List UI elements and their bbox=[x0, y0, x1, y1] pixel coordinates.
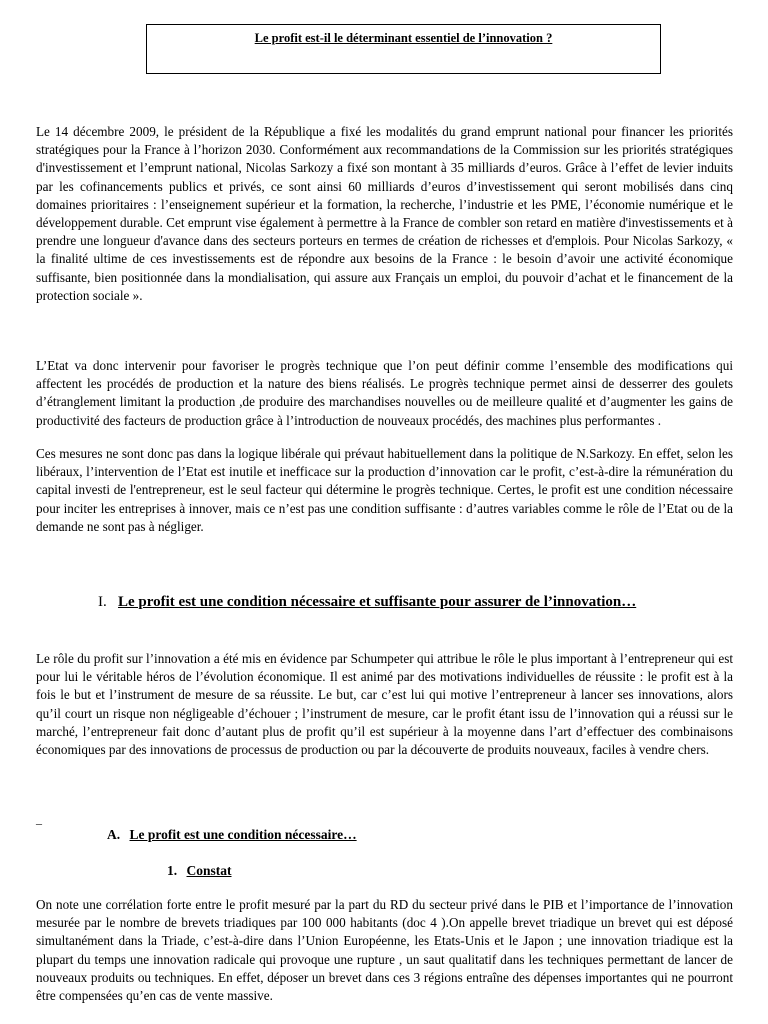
title-box bbox=[146, 24, 661, 74]
section-1a-title: Constat bbox=[186, 863, 232, 878]
paragraph-intro: Le 14 décembre 2009, le président de la République a fixé les modalités du grand emprunt national pour financer les priorités stratégiques pour la France à l’horizon 2030. Conformément aux recommandations de la Commission sur les priorités stratégiques d'investissement et l’emprunt national, Nicolas Sarkozy a fixé son montant à 35 milliards d’euros. Grâce à l’effet de levier induits par les cofinancements publics et privés, ce sont ainsi 60 milliards d’euros d’investissement qui seront mobilisés dans cinq domaines prioritaires : l’enseignement supérieur et la formation, la recherche, l’industrie et les PME, l’économie numérique et le développement durable. Cet emprunt vise également à permettre à la France de combler son retard en matière d'investissements et à prendre une longueur d'avance dans des secteurs porteurs en termes de création de richesses et d'emplois. Pour Nicolas Sarkozy, « la finalité ultime de ces investissements est de répondre aux besoins de la France : le besoin d’avoir une activité économique suffisante, bien positionnée dans la mondialisation, qui assure aux Français un emploi, du pouvoir d’achat et le financement de la protection sociale ». bbox=[36, 124, 733, 303]
section-1-number: I. bbox=[98, 594, 107, 610]
separator-dash: _ bbox=[36, 812, 42, 826]
section-1a-number: 1. bbox=[167, 863, 178, 878]
section-1-heading bbox=[98, 592, 658, 612]
paragraph-liberal: Ces mesures ne sont donc pas dans la logique libérale qui prévaut habituellement dans la politique de N.Sarkozy. En effet, selon les libéraux, l’intervention de l’Etat est inutile et inefficace sur la production d’innovation car le profit, c’est-à-dire la rémunération du capital investi de l'entrepreneur, est le seul facteur qui détermine le progrès technique. Certes, le profit est une condition nécessaire pour inciter les entreprises à innover, mais ce n’est pas une condition suffisante : d’autres variables comme le rôle de l’Etat ou de la demande ne sont pas à négliger. bbox=[36, 446, 733, 534]
section-a-number: A. bbox=[107, 827, 121, 842]
section-1a-heading bbox=[167, 862, 232, 880]
section-a-title: Le profit est une condition nécessaire… bbox=[129, 827, 357, 842]
document-title: Le profit est-il le déterminant essentiel de l’innovation ? bbox=[254, 31, 553, 45]
paragraph-constat: On note une corrélation forte entre le profit mesuré par la part du RD du secteur privé dans le PIB et l’importance de l’innovation mesurée par le nombre de brevets triadiques par 100 000 habitants (doc 4 ).On appelle brevet triadique un brevet qui est déposé simultanément dans la Triade, c’est-à-dire dans l’Union Européenne, les Etats-Unis et le Japon ; une innovation triadique est la plupart du temps une innovation radicale qui provoque une rupture , un saut qualitatif dans les techniques permettant de lancer de nouveaux produits ou techniques. En effet, déposer un brevet dans ces 3 régions entraîne des dépenses importantes qui ne pourront être compensées qu’en cas de vente massive. bbox=[36, 897, 733, 1004]
paragraph-progress: L’Etat va donc intervenir pour favoriser le progrès technique que l’on peut définir comme l’ensemble des modifications qui affectent les procédés de production et la nature des biens réalisés. Le progrès technique permet ainsi de desserrer des goulets d’étranglement limitant la production ,de produire des marchandises nouvelles ou de meilleure qualité et d’augmenter les gains de productivité des facteurs de production grâce à l’introduction de nouveaux procédés, des machines plus performantes . bbox=[36, 358, 733, 428]
section-a-heading bbox=[107, 826, 357, 844]
section-1-title: Le profit est une condition nécessaire et suffisante pour assurer de l’innovation… bbox=[118, 594, 637, 610]
paragraph-schumpeter: Le rôle du profit sur l’innovation a été mis en évidence par Schumpeter qui attribue le rôle le plus important à l’entrepreneur qui est pour lui le véritable héros de l’évolution économique. Il est animé par des motivations individuelles de réussite : le profit est à la fois le but et l’instrument de mesure de sa réussite. Le but, car c’est lui qui motive l’entrepreneur à lancer ses innovations, alors qu’il court un risque non négligeable d’échouer ; l’instrument de mesure, car le profit étant issu de l’innovation qui a réussi sur le marché, l’entrepreneur fait donc d’autant plus de profit qu’il est supérieur à la moyenne dans l’art d’effectuer des combinaisons économiques par des innovations de processus de production ou par la découverte de produits nouveaux, faciles à vendre chers. bbox=[36, 651, 733, 758]
